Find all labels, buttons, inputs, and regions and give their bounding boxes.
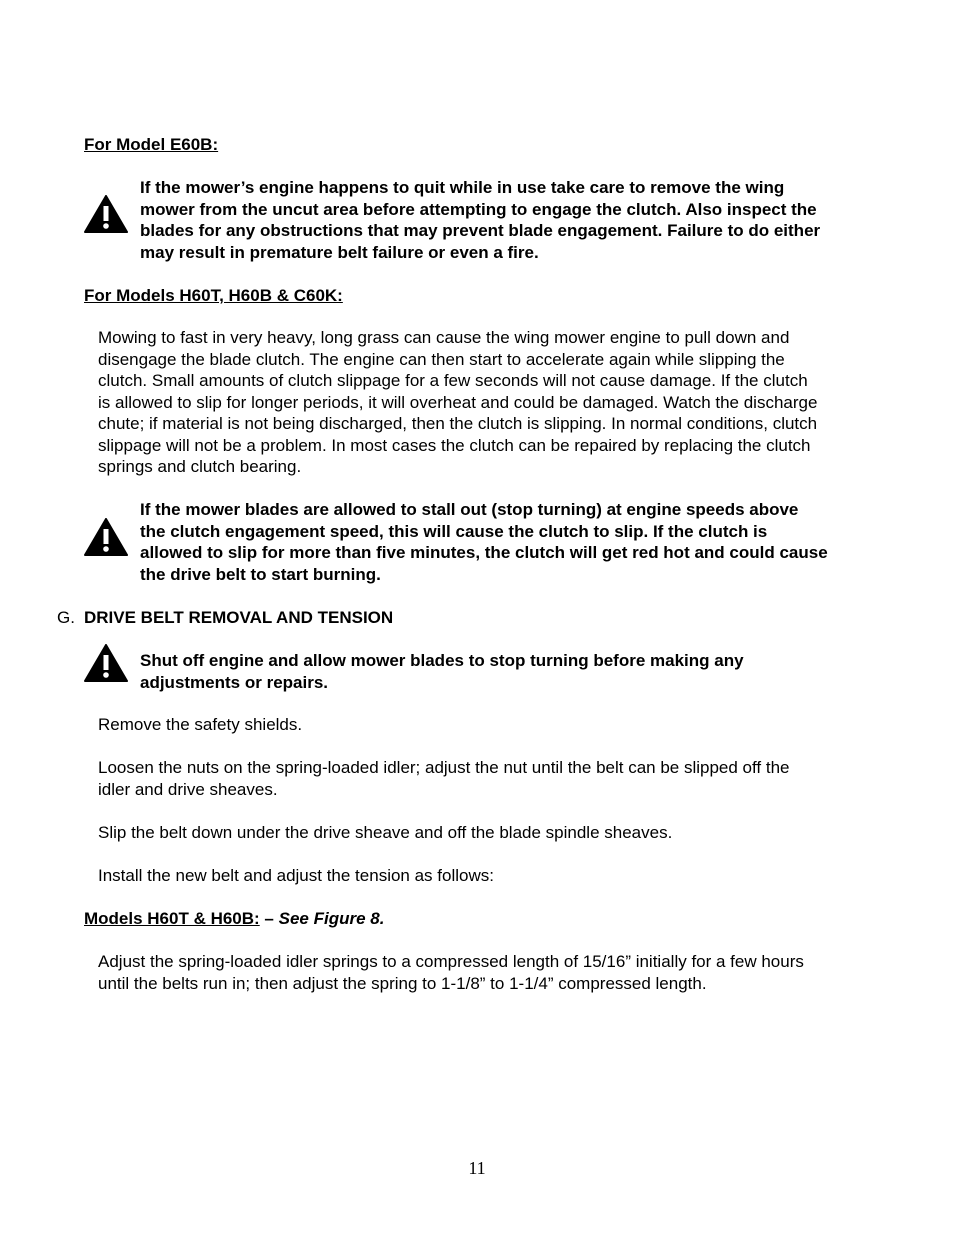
warning-line: allowed to slip for more than five minutes, the clutch will get red hot and could cause xyxy=(140,543,828,562)
warning-e60b xyxy=(140,177,820,263)
step-remove-shields: Remove the safety shields. xyxy=(98,715,303,734)
models-heading-dash: – xyxy=(259,909,279,928)
figure-reference: See Figure 8. xyxy=(278,909,385,928)
heading-model-e60b: For Model E60B: xyxy=(84,135,219,154)
heading-models-h60t-h60b-c60k: For Models H60T, H60B & C60K: xyxy=(84,286,343,305)
paragraph-line: Loosen the nuts on the spring-loaded idler; adjust the nut until the belt can be slipped off the xyxy=(98,758,790,777)
heading-models-h60t-h60b xyxy=(84,908,384,930)
paragraph-line: until the belts run in; then adjust the spring to 1-1/8” to 1-1/4” compressed length. xyxy=(98,973,707,993)
paragraph-line: slippage will not be a problem. In most cases the clutch can be repaired by replacing the clutch xyxy=(98,435,811,455)
warning-line: Shut off engine and allow mower blades to stop turning before making any xyxy=(140,651,744,670)
warning-clutch-stall xyxy=(140,499,828,585)
paragraph-line: Adjust the spring-loaded idler springs to a compressed length of 15/16” initially for a few hours xyxy=(98,952,804,971)
paragraph-line: clutch. Small amounts of clutch slippage for a few seconds will not cause damage. If the clutch xyxy=(98,371,808,390)
warning-line: If the mower’s engine happens to quit while in use take care to remove the wing xyxy=(140,178,785,197)
warning-line: the drive belt to start burning. xyxy=(140,564,381,584)
paragraph-line: springs and clutch bearing. xyxy=(98,457,302,476)
warning-triangle-icon xyxy=(84,518,128,556)
warning-line: blades for any obstructions that may prevent blade engagement. Failure to do either xyxy=(140,221,821,240)
page-number: 11 xyxy=(468,1158,486,1178)
warning-line: may result in premature belt failure or even a fire. xyxy=(140,242,539,262)
warning-shut-off-engine xyxy=(140,650,744,693)
warning-triangle-icon xyxy=(84,644,128,682)
step-loosen-nuts xyxy=(98,757,790,800)
section-title-drive-belt: DRIVE BELT REMOVAL AND TENSION xyxy=(84,608,394,627)
warning-line: the clutch engagement speed, this will cause the clutch to slip. If the clutch is xyxy=(140,521,768,541)
paragraph-clutch-slippage xyxy=(98,327,817,478)
step-install-belt: Install the new belt and adjust the tension as follows: xyxy=(98,866,494,885)
paragraph-line: chute; if material is not being discharged, then the clutch is slipping. In normal conditions, clutch xyxy=(98,414,818,433)
warning-line: mower from the uncut area before attempting to engage the clutch. Also inspect the xyxy=(140,199,817,219)
warning-line: If the mower blades are allowed to stall out (stop turning) at engine speeds above xyxy=(140,500,799,519)
paragraph-line: disengage the blade clutch. The engine can then start to accelerate again while slipping the xyxy=(98,349,785,369)
models-heading-label: Models H60T & H60B: xyxy=(84,909,260,928)
paragraph-line: idler and drive sheaves. xyxy=(98,779,278,799)
section-letter: G. xyxy=(57,608,75,627)
warning-line: adjustments or repairs. xyxy=(140,672,329,692)
paragraph-line: Mowing to fast in very heavy, long grass can cause the wing mower engine to pull down and xyxy=(98,328,790,347)
warning-triangle-icon xyxy=(84,195,128,233)
paragraph-idler-springs xyxy=(98,951,804,994)
paragraph-line: is allowed to slip for longer periods, it will overheat and could be damaged. Watch the discharge xyxy=(98,392,818,412)
step-slip-belt: Slip the belt down under the drive sheave and off the blade spindle sheaves. xyxy=(98,823,673,842)
